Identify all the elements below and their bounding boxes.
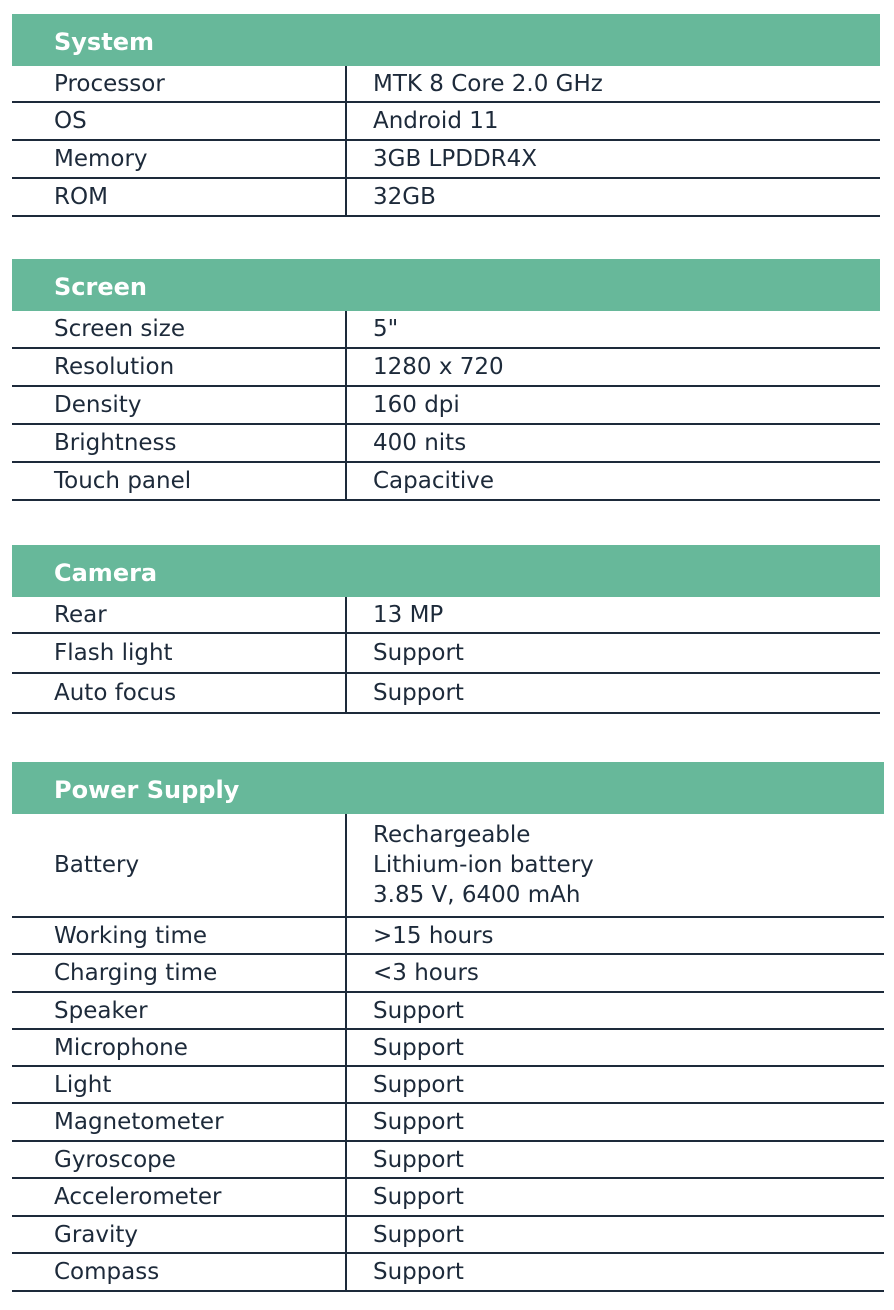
spec-value: Support: [345, 634, 880, 672]
spec-value: <3 hours: [345, 955, 884, 991]
spec-label: OS: [54, 108, 87, 134]
spec-label: Battery: [54, 852, 140, 878]
spec-label: Magnetometer: [54, 1109, 224, 1135]
spec-label: Brightness: [54, 430, 177, 456]
spec-value: 160 dpi: [345, 387, 880, 423]
table-row: [12, 1217, 884, 1254]
table-row: [12, 1142, 884, 1179]
spec-label: Accelerometer: [54, 1184, 222, 1210]
spec-value: Support: [345, 1030, 884, 1065]
table-row: [12, 993, 884, 1030]
spec-label: Compass: [54, 1259, 160, 1285]
spec-label: Flash light: [54, 640, 173, 666]
spec-section-screen: [12, 259, 880, 501]
table-row: [12, 1179, 884, 1217]
spec-label: Working time: [54, 922, 208, 949]
spec-label: Speaker: [54, 997, 148, 1024]
spec-value: Support: [345, 1254, 884, 1290]
spec-value: Support: [345, 1217, 884, 1252]
spec-label: Touch panel: [54, 468, 192, 494]
table-row: [12, 66, 880, 103]
spec-label: Charging time: [54, 960, 218, 986]
spec-value: 13 MP: [345, 597, 880, 632]
section-title: Camera: [12, 545, 880, 597]
table-row: [12, 1030, 884, 1067]
spec-value: Support: [345, 674, 880, 712]
table-row: [12, 1104, 884, 1142]
table-row: [12, 103, 880, 141]
spec-label: Auto focus: [54, 680, 177, 706]
section-title: Screen: [12, 259, 880, 311]
spec-value: >15 hours: [345, 918, 884, 953]
spec-label: Screen size: [54, 316, 185, 342]
spec-value: Support: [345, 1142, 884, 1177]
spec-value: Rechargeable Lithium-ion battery 3.85 V, 6400 mAh: [345, 814, 884, 916]
table-row: [12, 179, 880, 217]
spec-value: Support: [345, 1104, 884, 1140]
table-row: [12, 387, 880, 425]
table-row: [12, 674, 880, 714]
spec-value: MTK 8 Core 2.0 GHz: [345, 66, 880, 101]
spec-label: Processor: [54, 70, 165, 97]
spec-label: Rear: [54, 601, 107, 628]
spec-value: Support: [345, 1067, 884, 1102]
spec-value: Support: [345, 1179, 884, 1215]
table-row: [12, 311, 880, 349]
table-row: [12, 141, 880, 179]
spec-section-camera: [12, 545, 880, 714]
spec-value: Support: [345, 993, 884, 1028]
table-row: [12, 1254, 884, 1292]
spec-section-system: [12, 14, 880, 217]
spec-value: Android 11: [345, 103, 880, 139]
spec-label: Gyroscope: [54, 1146, 176, 1173]
spec-label: ROM: [54, 184, 108, 210]
spec-label: Density: [54, 392, 142, 418]
table-row: [12, 425, 880, 463]
spec-label: Resolution: [54, 354, 175, 380]
spec-value: 1280 x 720: [345, 349, 880, 385]
spec-value: 5": [345, 311, 880, 347]
table-row: [12, 955, 884, 993]
table-row: [12, 918, 884, 955]
spec-label: Gravity: [54, 1221, 139, 1248]
spec-value: 32GB: [345, 179, 880, 215]
table-row: [12, 597, 880, 634]
section-title: Power Supply: [12, 762, 884, 814]
table-row: [12, 814, 884, 918]
spec-label: Memory: [54, 146, 148, 172]
spec-value: 3GB LPDDR4X: [345, 141, 880, 177]
table-row: [12, 634, 880, 674]
table-row: [12, 463, 880, 501]
spec-value: Capacitive: [345, 463, 880, 499]
spec-label: Microphone: [54, 1034, 188, 1061]
spec-label: Light: [54, 1071, 112, 1098]
section-title: System: [12, 14, 880, 66]
table-row: [12, 349, 880, 387]
spec-value: 400 nits: [345, 425, 880, 461]
table-row: [12, 1067, 884, 1104]
spec-section-power-supply: [12, 762, 884, 1292]
